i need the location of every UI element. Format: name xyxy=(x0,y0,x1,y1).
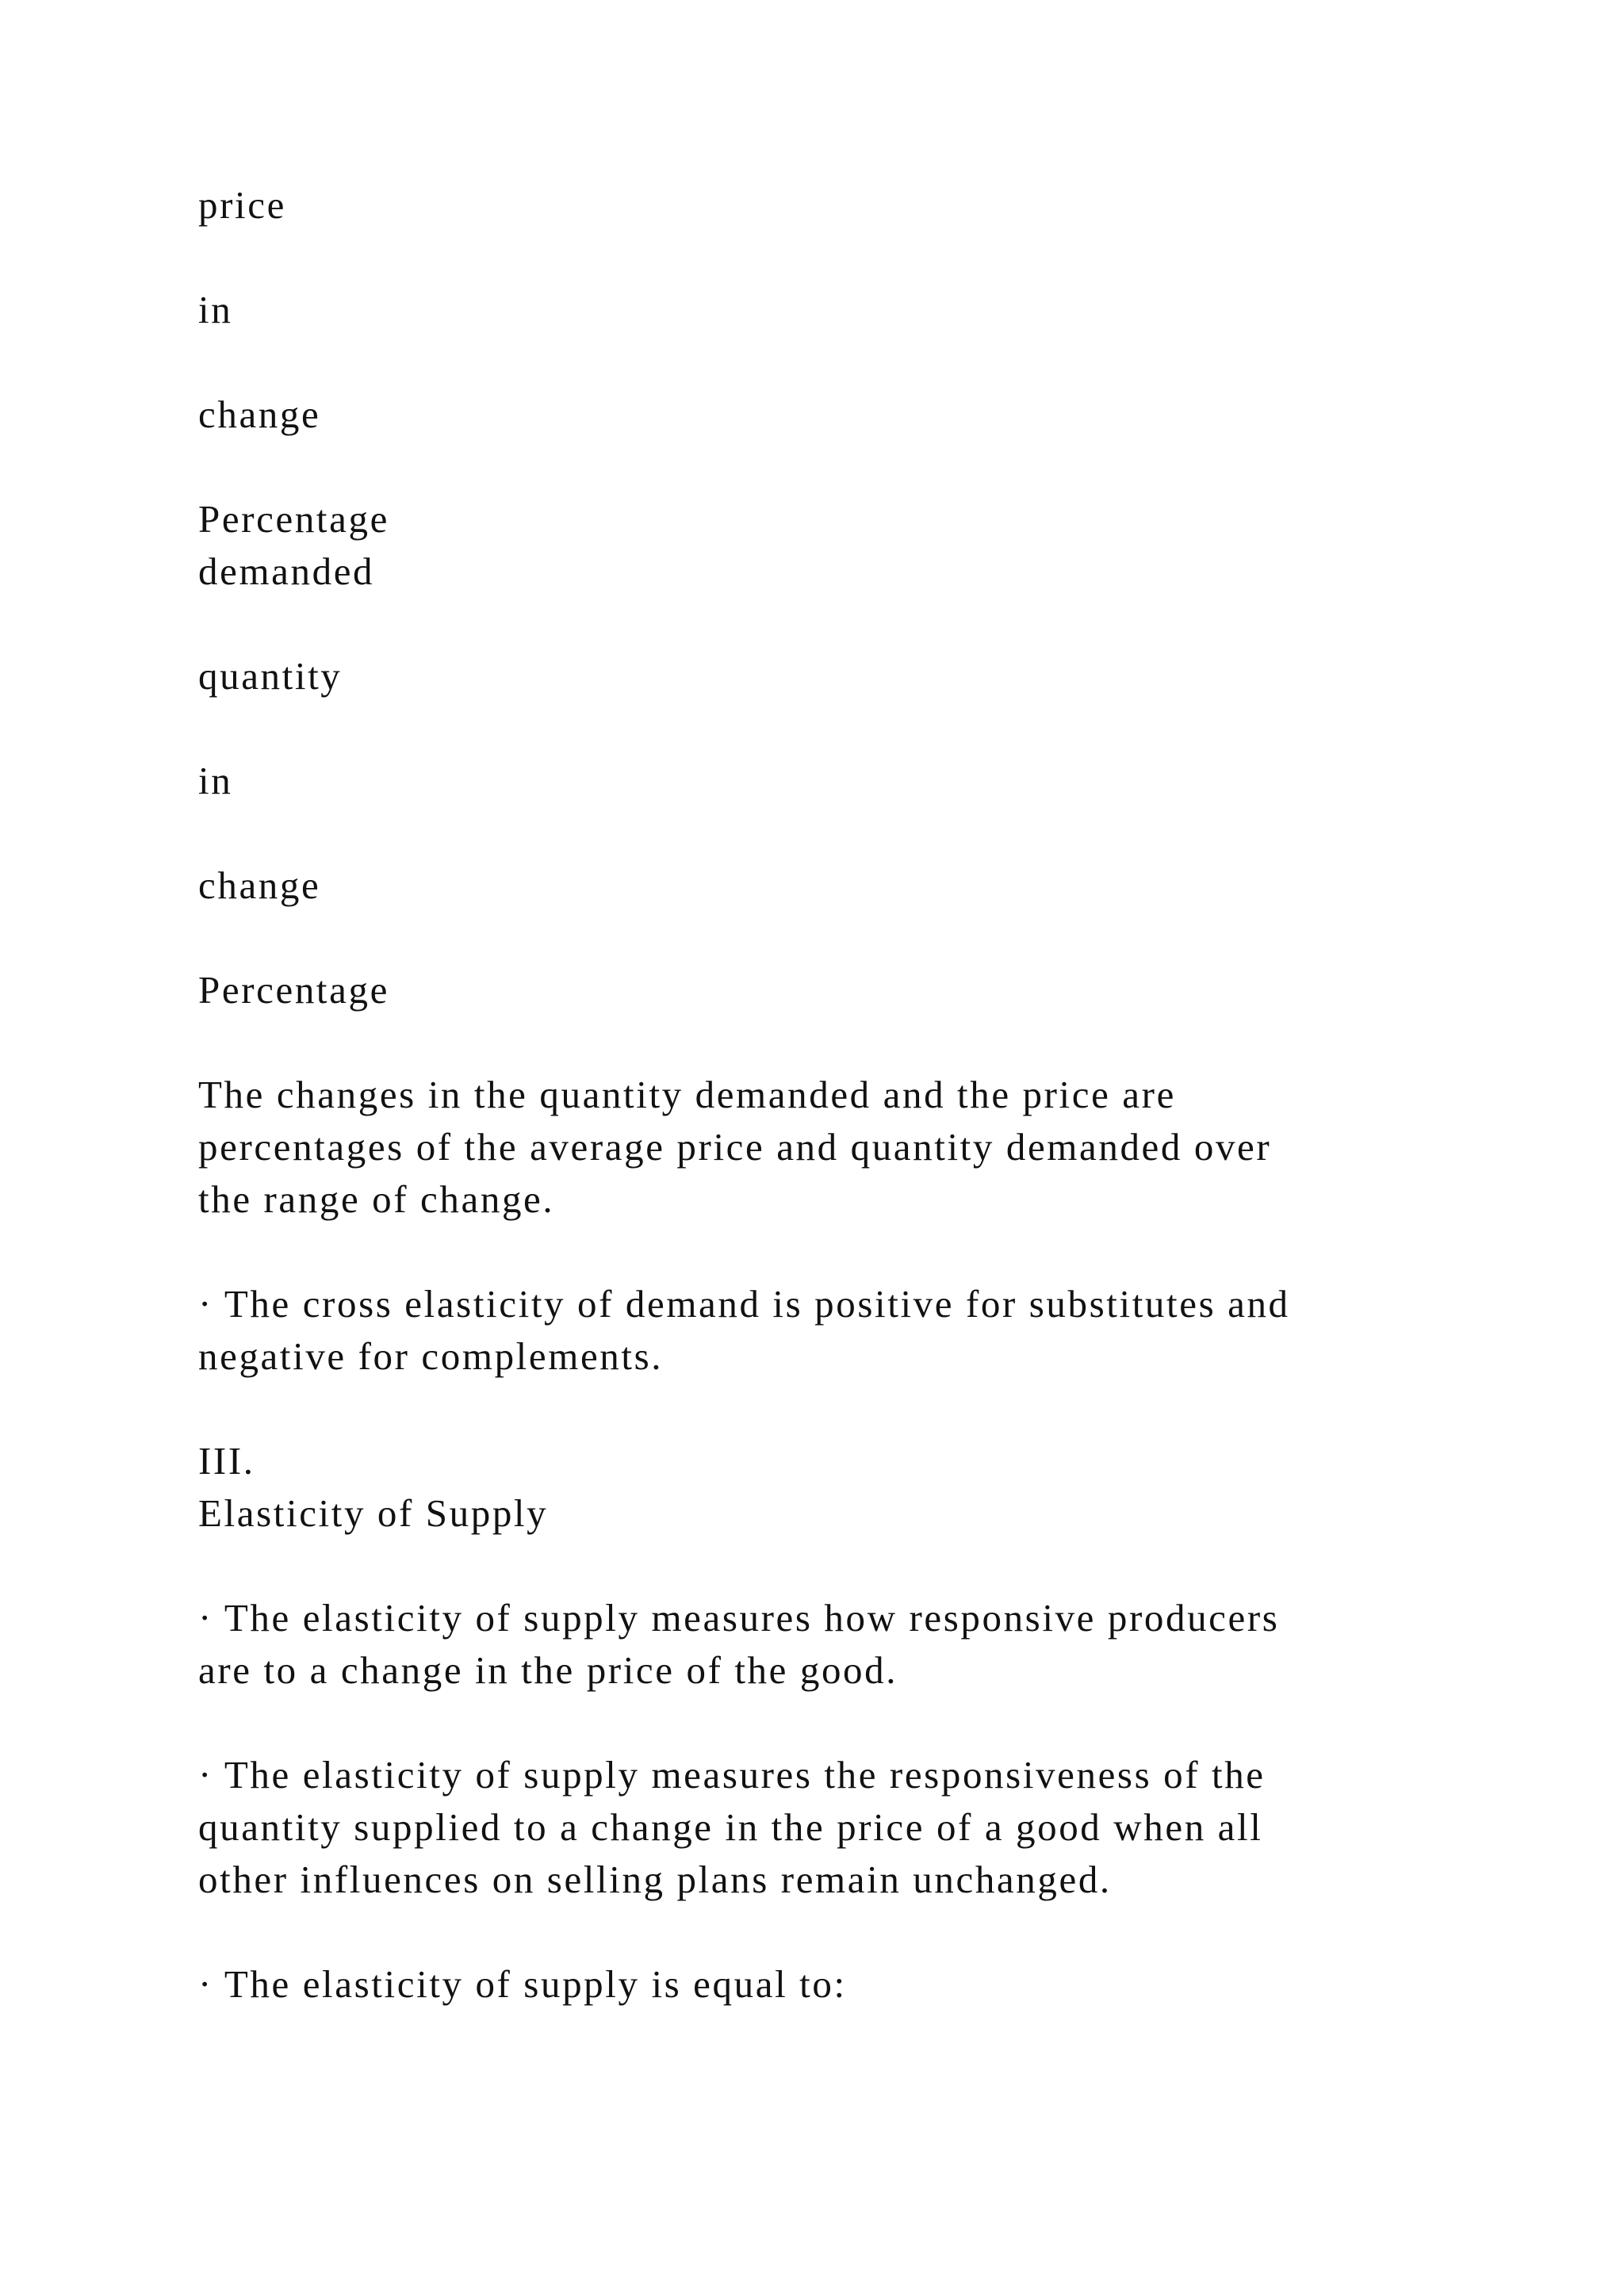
text-line: price xyxy=(198,183,286,227)
text-line: are to a change in the price of the good. xyxy=(198,1648,898,1692)
paragraph-price xyxy=(198,179,1499,232)
text-line: in xyxy=(198,288,233,331)
bullet-supply-responsiveness xyxy=(198,1592,1499,1697)
paragraph-changes-explanation xyxy=(198,1069,1499,1226)
text-line: demanded xyxy=(198,549,375,593)
bullet-supply-measures xyxy=(198,1749,1499,1906)
document-body xyxy=(198,179,1499,2063)
paragraph-in xyxy=(198,755,1499,807)
bullet-supply-equal-to xyxy=(198,1958,1499,2011)
paragraph-quantity xyxy=(198,650,1499,702)
bullet-cross-elasticity xyxy=(198,1278,1499,1383)
text-line: Percentage xyxy=(198,968,389,1012)
text-line: quantity supplied to a change in the price of a good when all xyxy=(198,1805,1263,1849)
paragraph-in xyxy=(198,284,1499,336)
text-line: The changes in the quantity demanded and the price are xyxy=(198,1073,1176,1116)
paragraph-percentage xyxy=(198,964,1499,1016)
text-line: · The elasticity of supply measures how responsive producers xyxy=(198,1596,1280,1640)
paragraph-change xyxy=(198,859,1499,912)
text-line: negative for complements. xyxy=(198,1334,664,1378)
text-line: in xyxy=(198,759,233,802)
text-line: the range of change. xyxy=(198,1177,555,1221)
section-number: III. xyxy=(198,1439,255,1483)
text-line: change xyxy=(198,863,321,907)
section-title: Elasticity of Supply xyxy=(198,1491,549,1535)
text-line: · The elasticity of supply is equal to: xyxy=(198,1962,847,2006)
text-line: change xyxy=(198,392,321,436)
text-line: · The cross elasticity of demand is positive for substitutes and xyxy=(198,1282,1290,1326)
paragraph-change xyxy=(198,388,1499,441)
text-line: · The elasticity of supply measures the responsiveness of the xyxy=(198,1753,1266,1797)
text-line: quantity xyxy=(198,654,343,698)
section-heading-elasticity-of-supply xyxy=(198,1435,1499,1540)
paragraph-percentage-demanded xyxy=(198,493,1499,598)
text-line: other influences on selling plans remain unchanged. xyxy=(198,1858,1112,1901)
text-line: percentages of the average price and quantity demanded over xyxy=(198,1125,1272,1169)
text-line: Percentage xyxy=(198,497,389,541)
